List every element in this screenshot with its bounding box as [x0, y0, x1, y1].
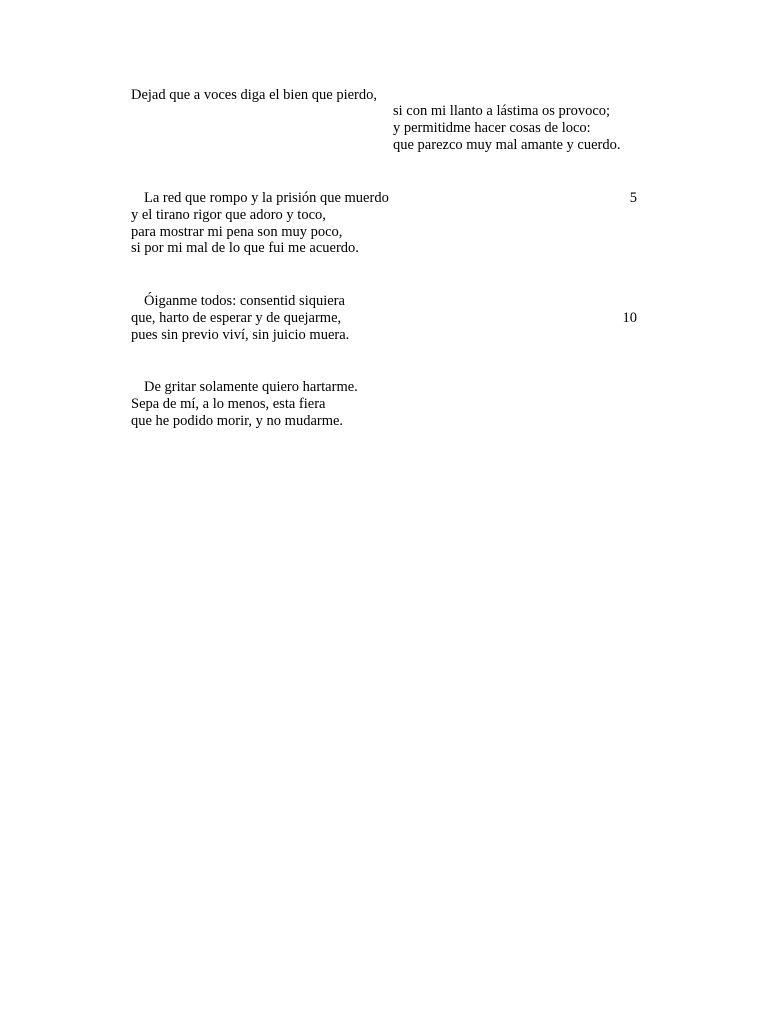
stanza1-line3: y permitidme hacer cosas de loco: — [393, 120, 591, 136]
stanza1-line4: que parezco muy mal amante y cuerdo. — [393, 137, 621, 153]
stanza2-line4: si por mi mal de lo que fui me acuerdo. — [131, 240, 359, 256]
stanza4-line1: De gritar solamente quiero hartarme. — [144, 379, 358, 395]
line-number-10: 10 — [622, 310, 637, 326]
stanza3-line2: que, harto de esperar y de quejarme, — [131, 310, 342, 326]
stanza2-line2: y el tirano rigor que adoro y toco, — [131, 207, 326, 223]
line-number-5: 5 — [629, 190, 637, 206]
stanza2-line3: para mostrar mi pena son muy poco, — [131, 224, 343, 240]
stanza4-line2: Sepa de mí, a lo menos, esta fiera — [131, 396, 326, 412]
stanza1-line1: Dejad que a voces diga el bien que pierdo, — [131, 87, 378, 103]
stanza4-line3: que he podido morir, y no mudarme. — [131, 413, 344, 429]
stanza2-line1: La red que rompo y la prisión que muerdo — [144, 190, 389, 206]
stanza1-line2: si con mi llanto a lástima os provoco; — [393, 103, 611, 119]
stanza3-line1: Óiganme todos: consentid siquiera — [144, 293, 345, 309]
stanza3-line3: pues sin previo viví, sin juicio muera. — [131, 327, 350, 343]
